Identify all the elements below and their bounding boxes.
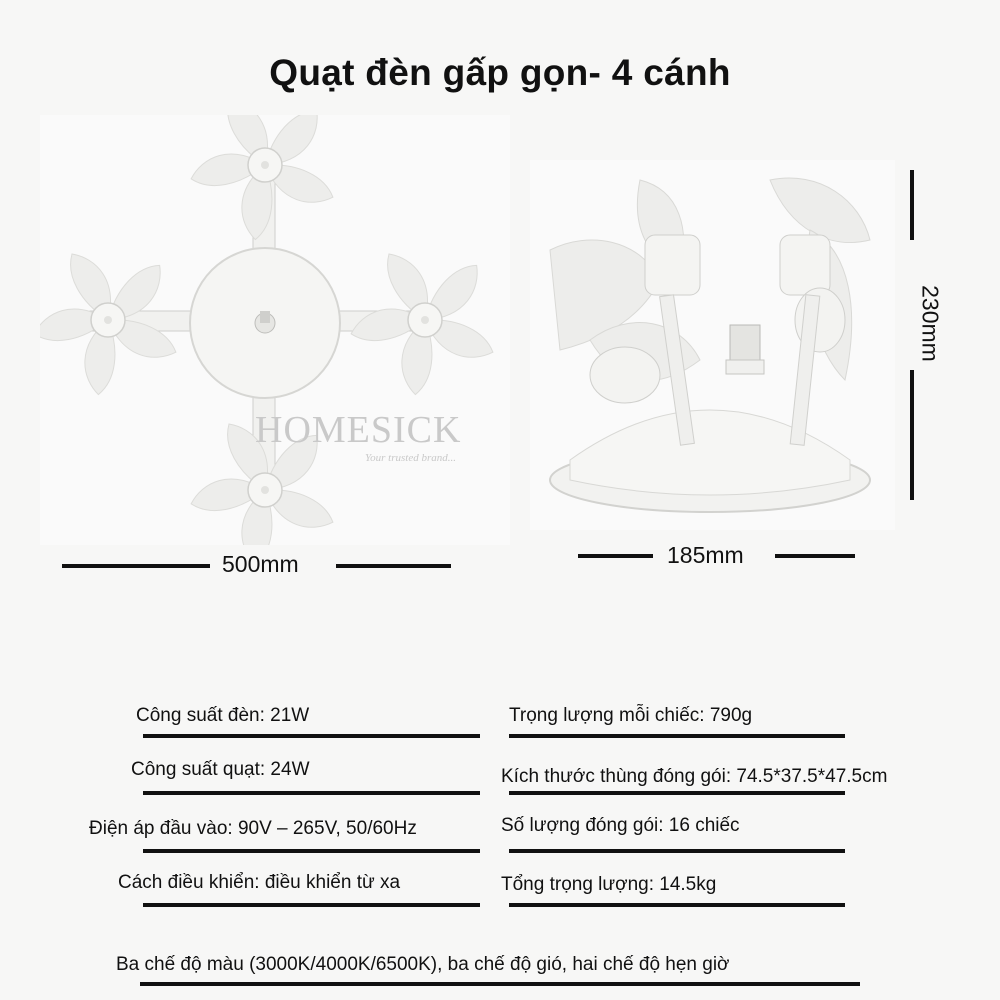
spec-underline [509,849,845,853]
page-title: Quạt đèn gấp gọn- 4 cánh [269,52,731,93]
folded-fan-photo [530,160,895,530]
spec-input-voltage: Điện áp đầu vào: 90V – 265V, 50/60Hz [89,818,417,839]
width-dimension-line-right [336,564,451,568]
folded-fan-illustration [530,160,895,530]
spec-underline [509,791,845,795]
height-dimension-line-bottom [910,370,914,500]
base-dimension-line-right [775,554,855,558]
spec-underline [143,791,480,795]
unfolded-fan-illustration [40,115,510,545]
watermark-brand: HOMESICK [255,409,462,451]
spec-underline [143,849,480,853]
modes-underline [140,982,860,986]
modes-note: Ba chế độ màu (3000K/4000K/6500K), ba chế độ gió, hai chế độ hẹn giờ [116,954,730,975]
watermark-tagline: Your trusted brand... [365,452,456,464]
spec-total-weight: Tổng trọng lượng: 14.5kg [501,874,717,895]
spec-control-method: Cách điều khiển: điều khiển từ xa [118,872,401,893]
spec-fan-power: Công suất quạt: 24W [131,759,310,780]
unfolded-fan-photo [40,115,510,545]
spec-underline [143,734,480,738]
spec-lamp-power: Công suất đèn: 21W [136,705,310,726]
base-dimension-label: 185mm [667,542,744,568]
width-dimension-line-left [62,564,210,568]
spec-carton-size: Kích thước thùng đóng gói: 74.5*37.5*47.5cm [501,766,888,787]
width-dimension-label: 500mm [222,551,299,577]
base-dimension-line-left [578,554,653,558]
spec-unit-weight: Trọng lượng mỗi chiếc: 790g [509,705,753,726]
spec-underline [509,903,845,907]
spec-pack-quantity: Số lượng đóng gói: 16 chiếc [501,815,740,836]
spec-underline [509,734,845,738]
spec-underline [143,903,480,907]
height-dimension-label: 230mm [917,285,944,362]
height-dimension-line-top [910,170,914,240]
